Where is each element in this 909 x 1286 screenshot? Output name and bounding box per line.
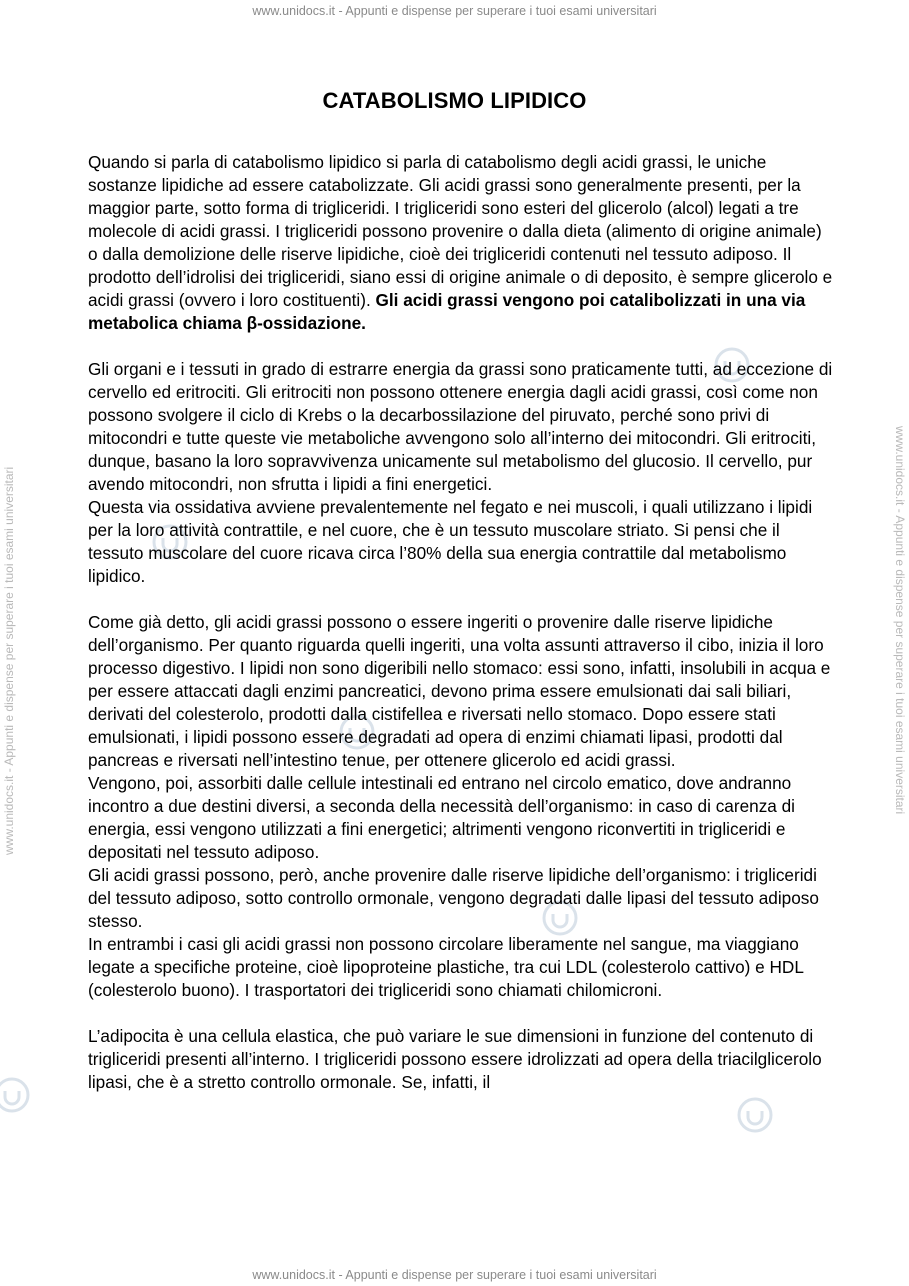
paragraph-gap: [88, 588, 833, 611]
page-title: CATABOLISMO LIPIDICO: [322, 88, 587, 113]
watermark-logo-icon: [0, 1075, 32, 1115]
paragraph: Questa via ossidativa avviene prevalentemente nel fegato e nei muscoli, i quali utilizzano i lipidi per la loro attività contrattile, e nel cuore, che è un tessuto muscolare striato. Si pensi che il tessuto muscolare del cuore ricava circa l’80% della sua energia contrattile dal metabolismo lipidico.: [88, 497, 813, 586]
paragraph: Gli acidi grassi possono, però, anche provenire dalle riserve lipidiche dell’organismo: i trigliceridi del tessuto adiposo, sotto controllo ormonale, vengono degradati dalle lipasi del tessuto adiposo stesso.: [88, 865, 819, 931]
paragraph-text: Quando si parla di catabolismo lipidico si parla di catabolismo degli acidi grassi, le uniche sostanze lipidiche ad essere catabolizzate. Gli acidi grassi sono generalmente presenti, per la maggior parte, sotto forma di trigliceridi. I trigliceridi sono esteri del glicerolo (alcol) legati a tre molecole di acidi grassi. I trigliceridi possono provenire o dalla dieta (alimento di origine animale) o dalla demolizione delle riserve lipidiche, cioè dei trigliceridi contenuti nel tessuto adiposo. Il prodotto dell’idrolisi dei trigliceridi, siano essi di origine animale o di deposito, è sempre glicerolo e acidi grassi (ovvero i loro costituenti).: [88, 152, 833, 310]
watermark-banner-bottom: www.unidocs.it - Appunti e dispense per superare i tuoi esami universitari: [252, 1268, 657, 1282]
paragraph: L’adipocita è una cellula elastica, che può variare le sue dimensioni in funzione del contenuto di trigliceridi presenti all’interno. I trigliceridi possono essere idrolizzati ad opera della triacilglicerolo lipasi, che è a stretto controllo ormonale. Se, infatti, il: [88, 1026, 822, 1092]
watermark-banner-top: www.unidocs.it - Appunti e dispense per superare i tuoi esami universitari: [252, 4, 657, 18]
watermark-logo-icon: [735, 1095, 775, 1135]
watermark-side-right: www.unidocs.it - Appunti e dispense per superare i tuoi esami universitari: [893, 426, 907, 815]
bold-statement: Gli acidi grassi vengono poi catalibolizzati in una via metabolica chiama β-ossidazione.: [88, 290, 806, 333]
paragraph-gap: [88, 335, 833, 358]
paragraph-gap: [88, 1002, 833, 1025]
paragraph: [88, 151, 833, 335]
paragraph: Gli organi e i tessuti in grado di estrarre energia da grassi sono praticamente tutti, ad eccezione di cervello ed eritrociti. Gli eritrociti non possono ottenere energia dagli acidi grassi, così come non possono svolgere il ciclo di Krebs o la decarbossilazione del piruvato, perché sono privi di mitocondri e tutte queste vie metaboliche avvengono solo all’interno dei mitocondri. Gli eritrociti, dunque, basano la loro sopravvivenza unicamente sul metabolismo del glucosio. Il cervello, pur avendo mitocondri, non sfrutta i lipidi a fini energetici.: [88, 359, 833, 494]
paragraph: In entrambi i casi gli acidi grassi non possono circolare liberamente nel sangue, ma viaggiano legate a specifiche proteine, cioè lipoproteine plastiche, tra cui LDL (colesterolo cattivo) e HDL (colesterolo buono). I trasportatori dei trigliceridi sono chiamati chilomicroni.: [88, 934, 804, 1000]
watermark-side-left: www.unidocs.it - Appunti e dispense per superare i tuoi esami universitari: [2, 466, 16, 855]
paragraph: Vengono, poi, assorbiti dalle cellule intestinali ed entrano nel circolo ematico, dove andranno incontro a due destini diversi, a seconda della necessità dell’organismo: in caso di carenza di energia, essi vengono utilizzati a fini energetici; altrimenti vengono riconvertiti in trigliceridi e depositati nel tessuto adiposo.: [88, 773, 796, 862]
paragraph: Come già detto, gli acidi grassi possono o essere ingeriti o provenire dalle riserve lipidiche dell’organismo. Per quanto riguarda quelli ingeriti, una volta assunti attraverso il cibo, inizia il loro processo digestivo. I lipidi non sono digeribili nello stomaco: essi sono, infatti, insolubili in acqua e per essere attaccati dagli enzimi pancreatici, devono prima essere emulsionati dai sali biliari, derivati del colesterolo, prodotti dalla cistifellea e riversati nello stomaco. Dopo essere stati emulsionati, i lipidi possono essere degradati ad opera di enzimi chiamati lipasi, prodotti dal pancreas e riversati nell’intestino tenue, per ottenere glicerolo ed acidi grassi.: [88, 612, 831, 770]
document-body: [88, 151, 833, 1094]
